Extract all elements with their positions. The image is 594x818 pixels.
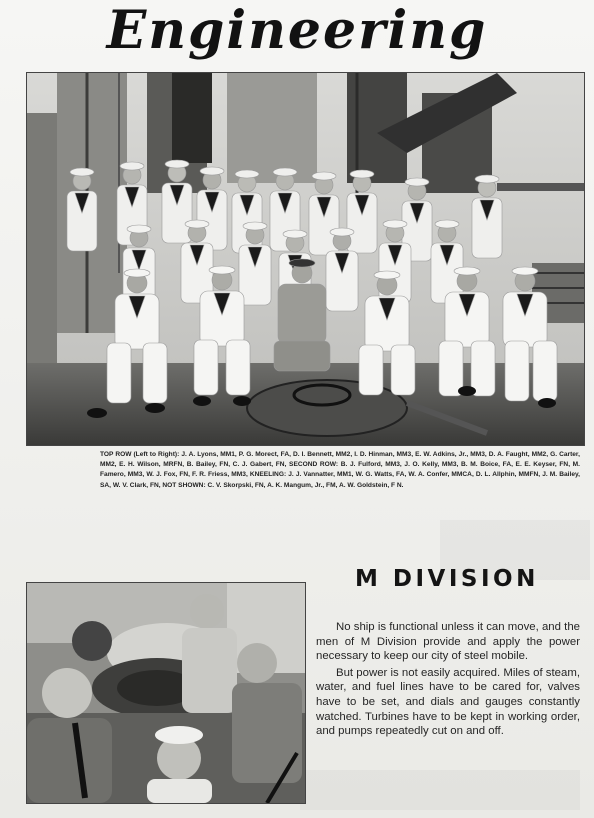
division-description	[316, 620, 580, 741]
page-title: Engineering	[106, 0, 488, 61]
division-heading: M DIVISION	[355, 566, 539, 592]
description-paragraph-1: No ship is functional unless it can move, and the men of M Division provide and apply the power necessary to keep our city of steel mobile.	[316, 621, 580, 663]
bleed-through-shape	[300, 770, 580, 810]
engine-room-photo	[26, 582, 306, 804]
crew-group-photo	[26, 72, 585, 446]
description-paragraph-2: But power is not easily acquired. Miles of steam, water, and fuel lines have to be cared for, valves have to be set, and dials and gauges constantly watched. Turbines have to be kept in working order, and pumps repeatedly cut on and off.	[316, 666, 580, 738]
photo-caption	[100, 450, 580, 491]
caption-names: J. A. Lyons, MM1, P. G. Morect, FA, D. I. Bennett, MM2, I. D. Hinman, MM3, E. W. Adkins, Jr., MM3, D. A. Faught, MM2, G. Carter, MM2, E. H. Wilson, MRFN, B. Bailey, FN, C. J. Gabert, FN, SECOND ROW: B. J. Fulford, MM3, J. O. Kelly, MM3, B. M. Boice, FA, E. E. Keyser, FN, M. Famero, MM3, W. J. Fox, FN, F. R. Friess, MM3, KNEELING: J. J. Vannatter, MM1, W. G. Watts, FA, W. A. Confer, MMCA, D. L. Allphin, MMFN, J. M. Bailey, SA, W. V. Clark, FN, NOT SHOWN: C. V. Skorpski, FN, A. K. Mangum, Jr., FM, A. W. Goldstein, F N.	[100, 451, 580, 489]
caption-label: TOP ROW (Left to Right):	[100, 451, 180, 458]
